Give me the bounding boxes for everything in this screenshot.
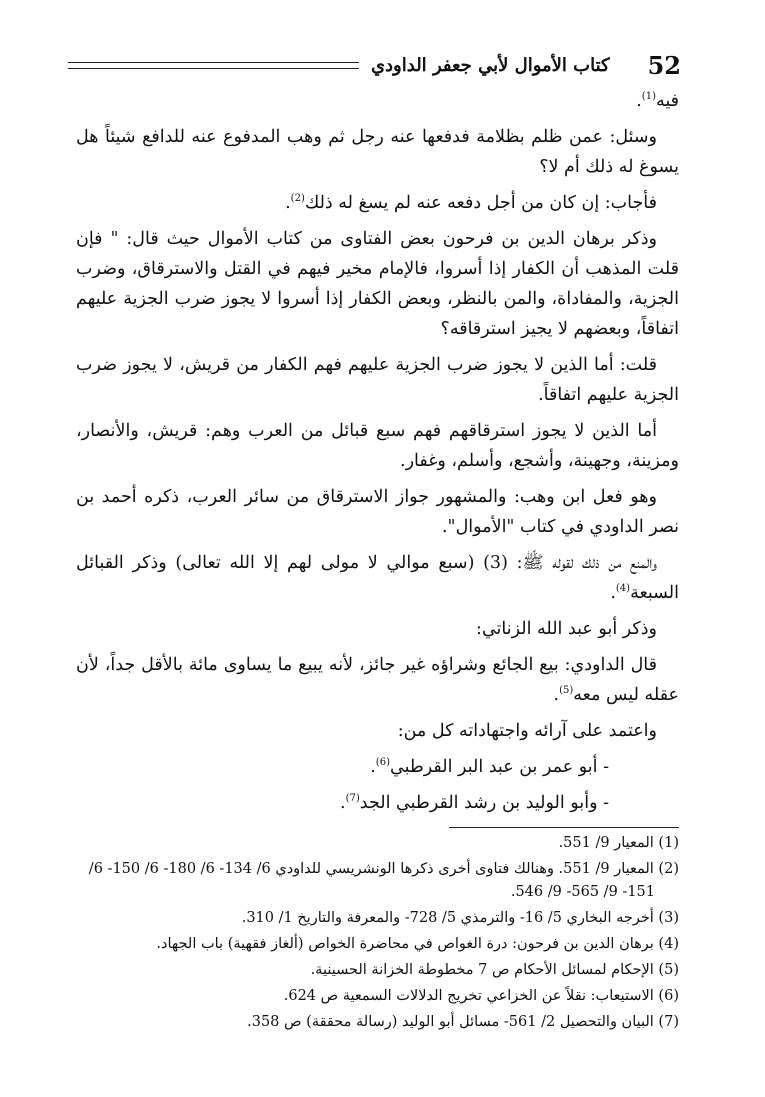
footnote-separator — [449, 827, 679, 828]
footnote-2: (2) المعيار 9/ 551. وهنالك فتاوى أخرى ذكرها الونشريسي للداودي 6/ 134- 6/ 180- 6/ 150- 6/ 151- 9/ 565- 9/ 546. — [88, 861, 679, 900]
paragraph-1: وسئل: عمن ظلم بظلامة فدفعها عنه رجل ثم وهب المدفوع عنه للدافع شيئاً هل يسوغ له ذلك أم لا؟ — [76, 127, 679, 177]
page-number: 52 — [647, 50, 681, 80]
paragraph-4: قلت: أما الذين لا يجوز ضرب الجزية عليهم فهم الكفار من قريش، لا يجوز ضرب الجزية عليهم اتفاقاً. — [76, 355, 679, 405]
paragraph-2: فأجاب: إن كان من أجل دفعه عنه لم يسغ له ذلك$^{(2)}$. — [285, 193, 657, 213]
paragraph-7: والمنع من ذلك لقوله ﷺ: (3) (سبع موالي لا مولى لهم إلا الله تعالى) وذكر القبائل السبعة$^{(4)}$. — [76, 553, 679, 603]
paragraph-6: وهو فعل ابن وهب: والمشهور جواز الاسترقاق من سائر العرب، ذكره أحمد بن نصر الداودي في كتاب "الأموال". — [76, 487, 679, 537]
footnote-1: (1) المعيار 9/ 551. — [558, 835, 679, 851]
footnote-3: (3) أخرجه البخاري 5/ 16- والترمذي 5/ 728- والمعرفة والتاريخ 1/ 310. — [241, 910, 679, 926]
footnotes — [76, 832, 679, 1037]
paragraph-5: أما الذين لا يجوز استرقاقهم فهم سبع قبائل من العرب وهم: قريش، والأنصار، ومزينة، وجهينة، وأشجع، وأسلم، وغفار. — [76, 421, 679, 471]
paragraph-8: وذكر أبو عبد الله الزناتي: — [476, 619, 657, 639]
main-text — [76, 86, 679, 824]
footnote-5: (5) الإحكام لمسائل الأحكام ص 7 مخطوطة الخزانة الحسينية. — [310, 962, 679, 978]
footnote-4: (4) برهان الدين بن فرحون: درة الغواص في محاضرة الخواص (ألغاز فقهية) باب الجهاد. — [156, 936, 679, 952]
page-header — [68, 48, 681, 82]
paragraph-9: قال الداودي: بيع الجائع وشراؤه غير جائز، لأنه يبيع ما يساوى مائة بالأقل جداً، لأن عقله ليس معه$^{(5)}$. — [76, 655, 679, 705]
list-item: - وأبو الوليد بن رشد القرطبي الجد$^{(7)}$. — [340, 793, 609, 813]
footnote-6: (6) الاستيعاب: نقلاً عن الخزاعي تخريج الدلالات السمعية ص 624. — [283, 988, 679, 1004]
paragraph-3: وذكر برهان الدين بن فرحون بعض الفتاوى من كتاب الأموال حيث قال: " فإن قلت المذهب أن الكفار إذا أسروا، فالإمام مخير فيهم في القتل والاسترقاق، وضرب الجزية، والمفاداة، والمن بالنظر، وبعض الكفار إذا أسروا لا يجوز ضرب الجزية عليهم اتفاقاً، وبعضهم لا يجيز استرقاقه؟ — [76, 229, 679, 339]
running-title: كتاب الأموال لأبي جعفر الداودي — [370, 54, 610, 76]
list-item: - أبو عمر بن عبد البر القرطبي$^{(6)}$. — [370, 757, 609, 777]
header-rule — [68, 62, 359, 69]
paragraph-0: فيه$^{(1)}$. — [636, 91, 679, 111]
paragraph-10: واعتمد على آرائه واجتهاداته كل من: — [397, 721, 657, 741]
footnote-7: (7) البيان والتحصيل 2/ 561- مسائل أبو الوليد (رسالة محققة) ص 358. — [247, 1014, 679, 1030]
